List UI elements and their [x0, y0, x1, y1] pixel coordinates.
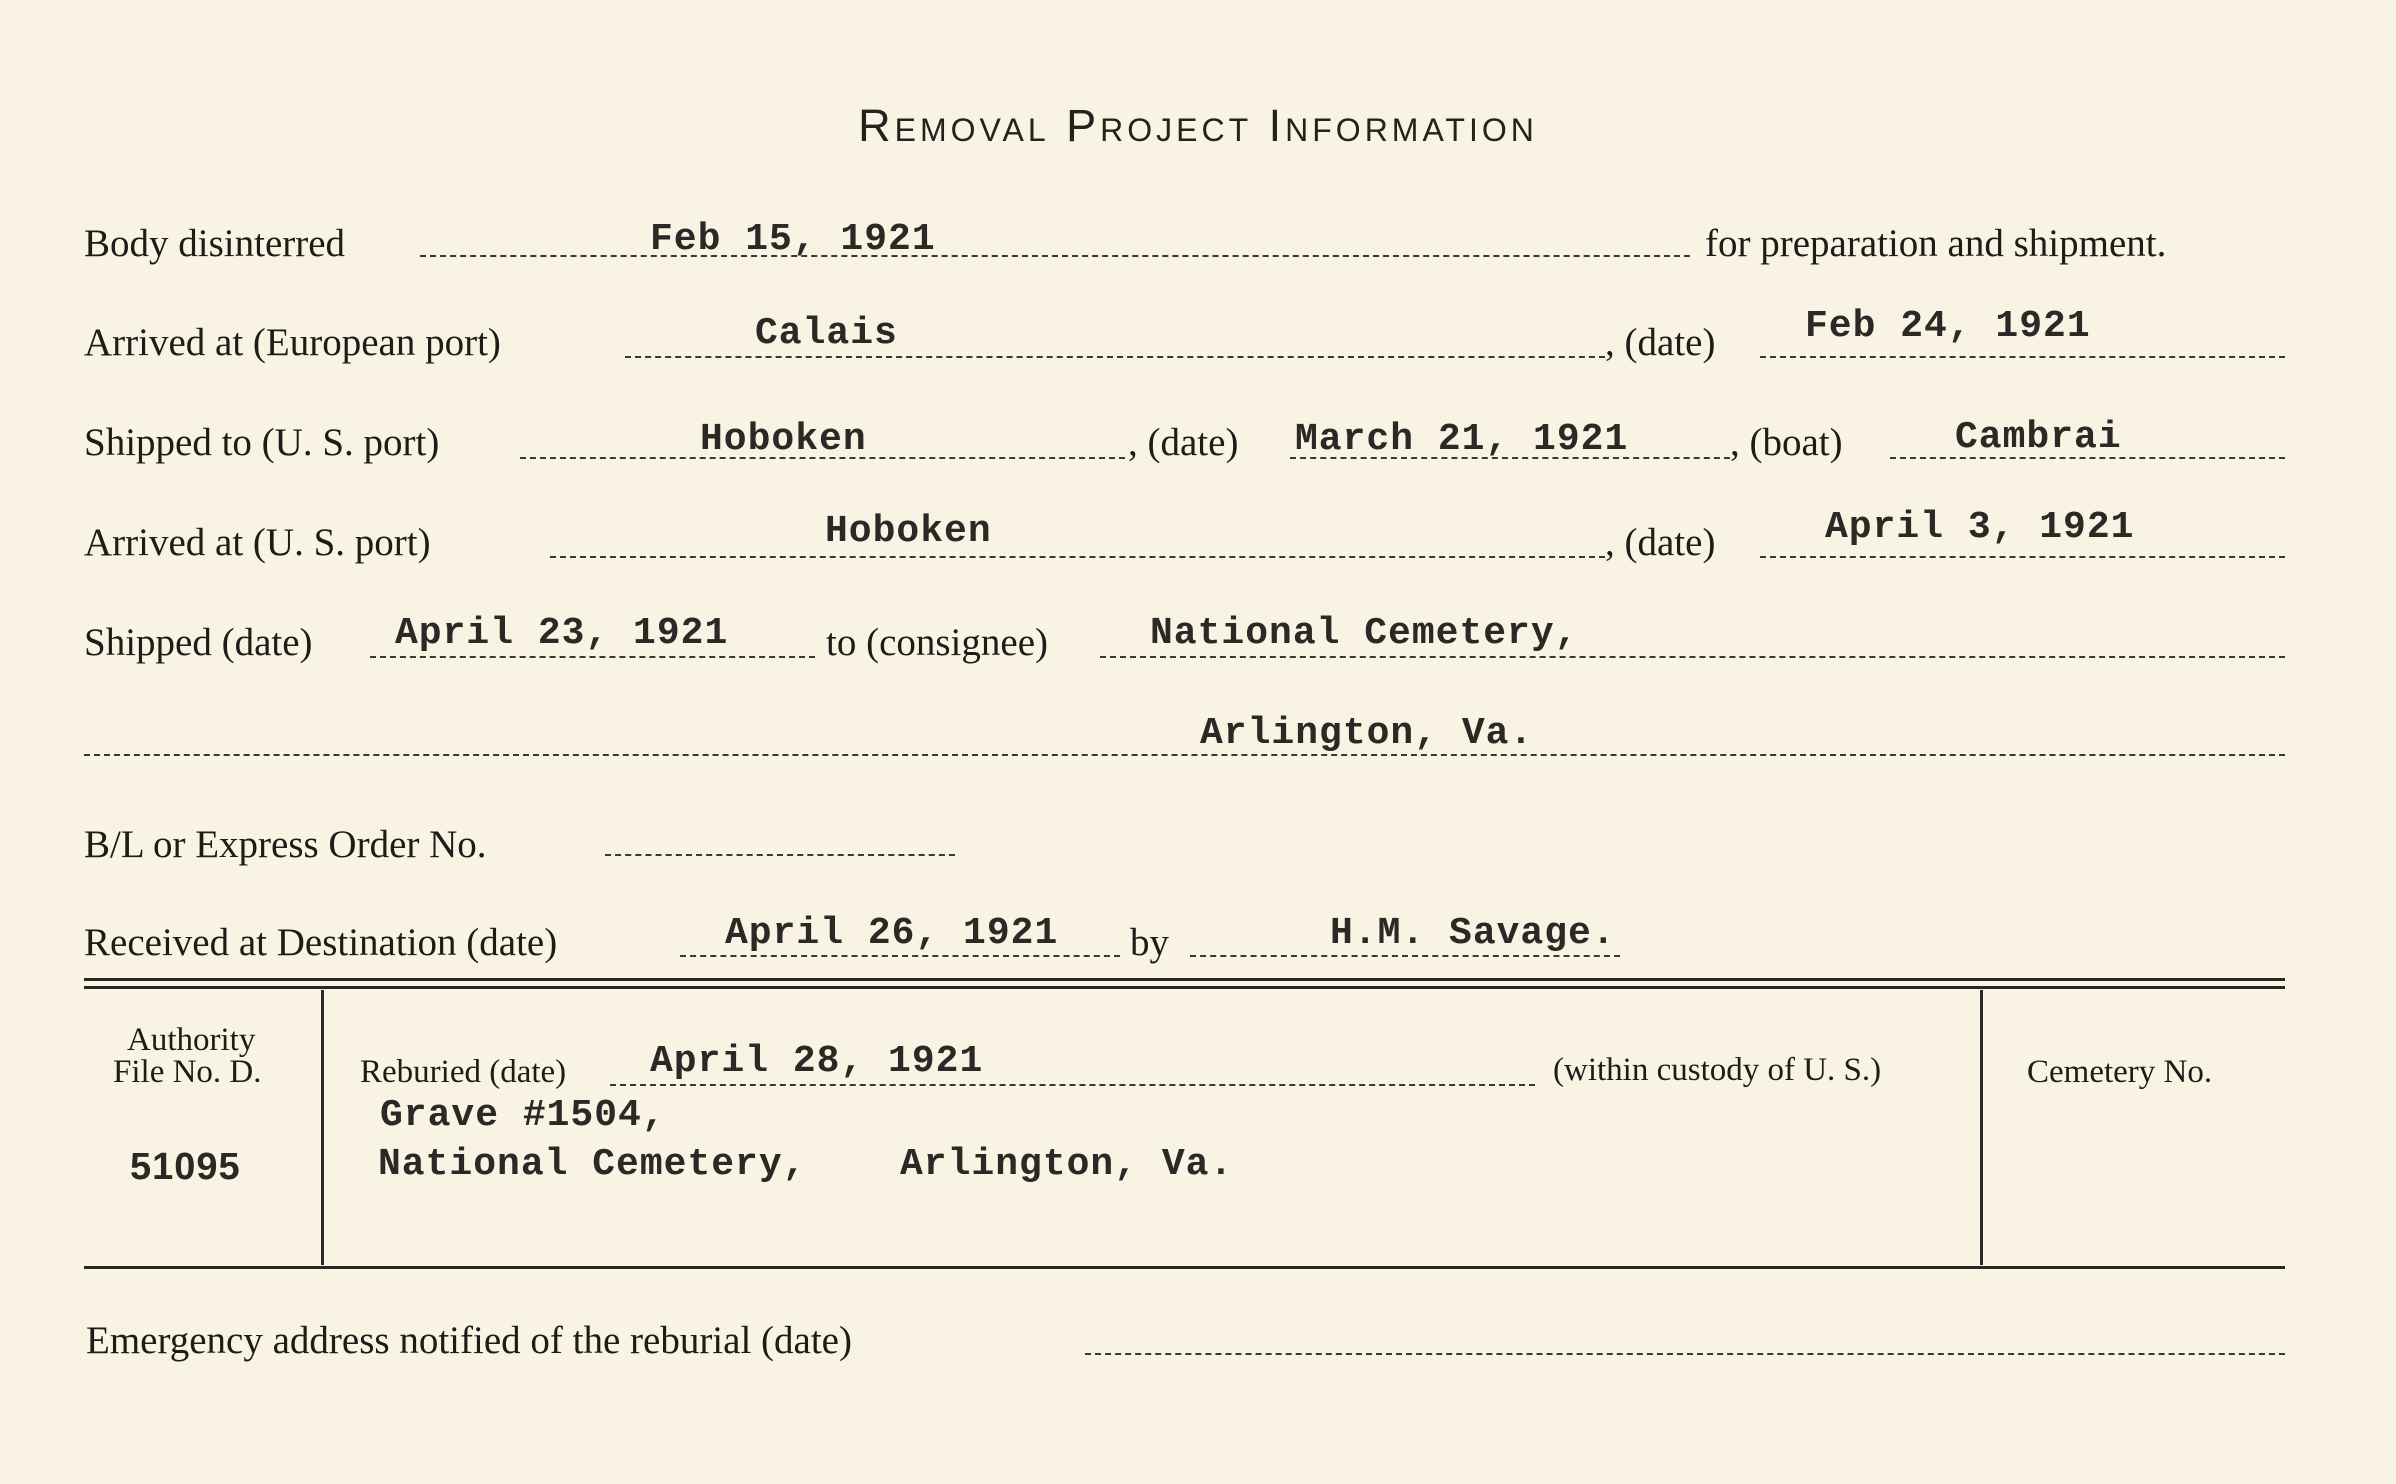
card-title: Removal Project Information	[858, 100, 1538, 151]
shipped-date-value: April 23, 1921	[395, 612, 729, 655]
received-by-label: by	[1130, 921, 1169, 964]
reburied-label: Reburied (date)	[360, 1054, 567, 1090]
consignee-value: National Cemetery,	[1150, 612, 1579, 655]
shipped-date-label: Shipped (date)	[84, 621, 313, 664]
box-divider-left	[321, 990, 324, 1265]
arrived-us-port: Hoboken	[825, 510, 992, 553]
box-top-rule-2	[84, 986, 2285, 989]
arrived-us-date: April 3, 1921	[1825, 506, 2135, 549]
box-top-rule-1	[84, 978, 2285, 981]
shipped-us-date-label: , (date)	[1128, 421, 1239, 464]
arrived-european-label: Arrived at (European port)	[84, 321, 501, 364]
arrived-us-line	[550, 556, 1605, 558]
reburied-line	[610, 1084, 1535, 1086]
arrived-european-date-line	[1760, 356, 2285, 358]
consignee-label: to (consignee)	[826, 621, 1049, 664]
shipped-us-boat-label: , (boat)	[1730, 421, 1843, 464]
emergency-label: Emergency address notified of the reburial (date)	[86, 1319, 852, 1362]
shipped-date-line	[370, 656, 815, 658]
body-disinterred-label: Body disinterred	[84, 222, 346, 265]
shipped-us-port: Hoboken	[700, 418, 867, 461]
consignee-line	[1100, 656, 2285, 658]
emergency-line	[1085, 1353, 2285, 1355]
arrived-european-date: Feb 24, 1921	[1805, 305, 2091, 348]
received-date-line	[680, 955, 1120, 957]
received-by: H.M. Savage.	[1330, 912, 1616, 955]
shipped-us-label: Shipped to (U. S. port)	[84, 421, 440, 464]
arrived-european-line	[625, 356, 1605, 358]
arrived-us-date-label: , (date)	[1605, 521, 1716, 564]
body-disinterred-value: Feb 15, 1921	[650, 218, 936, 261]
received-by-line	[1190, 955, 1620, 957]
authority-label-2: File No. D.	[113, 1054, 262, 1090]
received-label: Received at Destination (date)	[84, 921, 558, 964]
body-disinterred-suffix: for preparation and shipment.	[1705, 222, 2167, 265]
arrived-us-date-line	[1760, 556, 2285, 558]
arrived-us-label: Arrived at (U. S. port)	[84, 521, 431, 564]
arrived-european-port: Calais	[755, 312, 898, 355]
cemetery-no-label: Cemetery No.	[2027, 1054, 2213, 1090]
arrived-european-date-label: , (date)	[1605, 321, 1716, 364]
received-date: April 26, 1921	[725, 912, 1059, 955]
consignee-value-2: Arlington, Va.	[1200, 712, 1534, 755]
reburied-date: April 28, 1921	[650, 1040, 984, 1083]
bl-order-line	[605, 854, 955, 856]
consignee-line-2	[84, 754, 2285, 756]
bl-order-label: B/L or Express Order No.	[84, 823, 487, 866]
grave-number: Grave #1504,	[380, 1094, 666, 1137]
body-disinterred-line	[420, 255, 1690, 257]
box-bottom-rule	[84, 1266, 2285, 1269]
reburial-cemetery: National Cemetery,	[378, 1143, 807, 1186]
authority-label-1: Authority	[127, 1022, 256, 1058]
reburial-location: Arlington, Va.	[900, 1143, 1234, 1186]
authority-file-no: 51095	[130, 1146, 241, 1188]
custody-note: (within custody of U. S.)	[1553, 1052, 1882, 1088]
box-divider-right	[1980, 990, 1983, 1265]
shipped-us-boat: Cambrai	[1955, 416, 2122, 459]
shipped-us-date: March 21, 1921	[1295, 418, 1629, 461]
